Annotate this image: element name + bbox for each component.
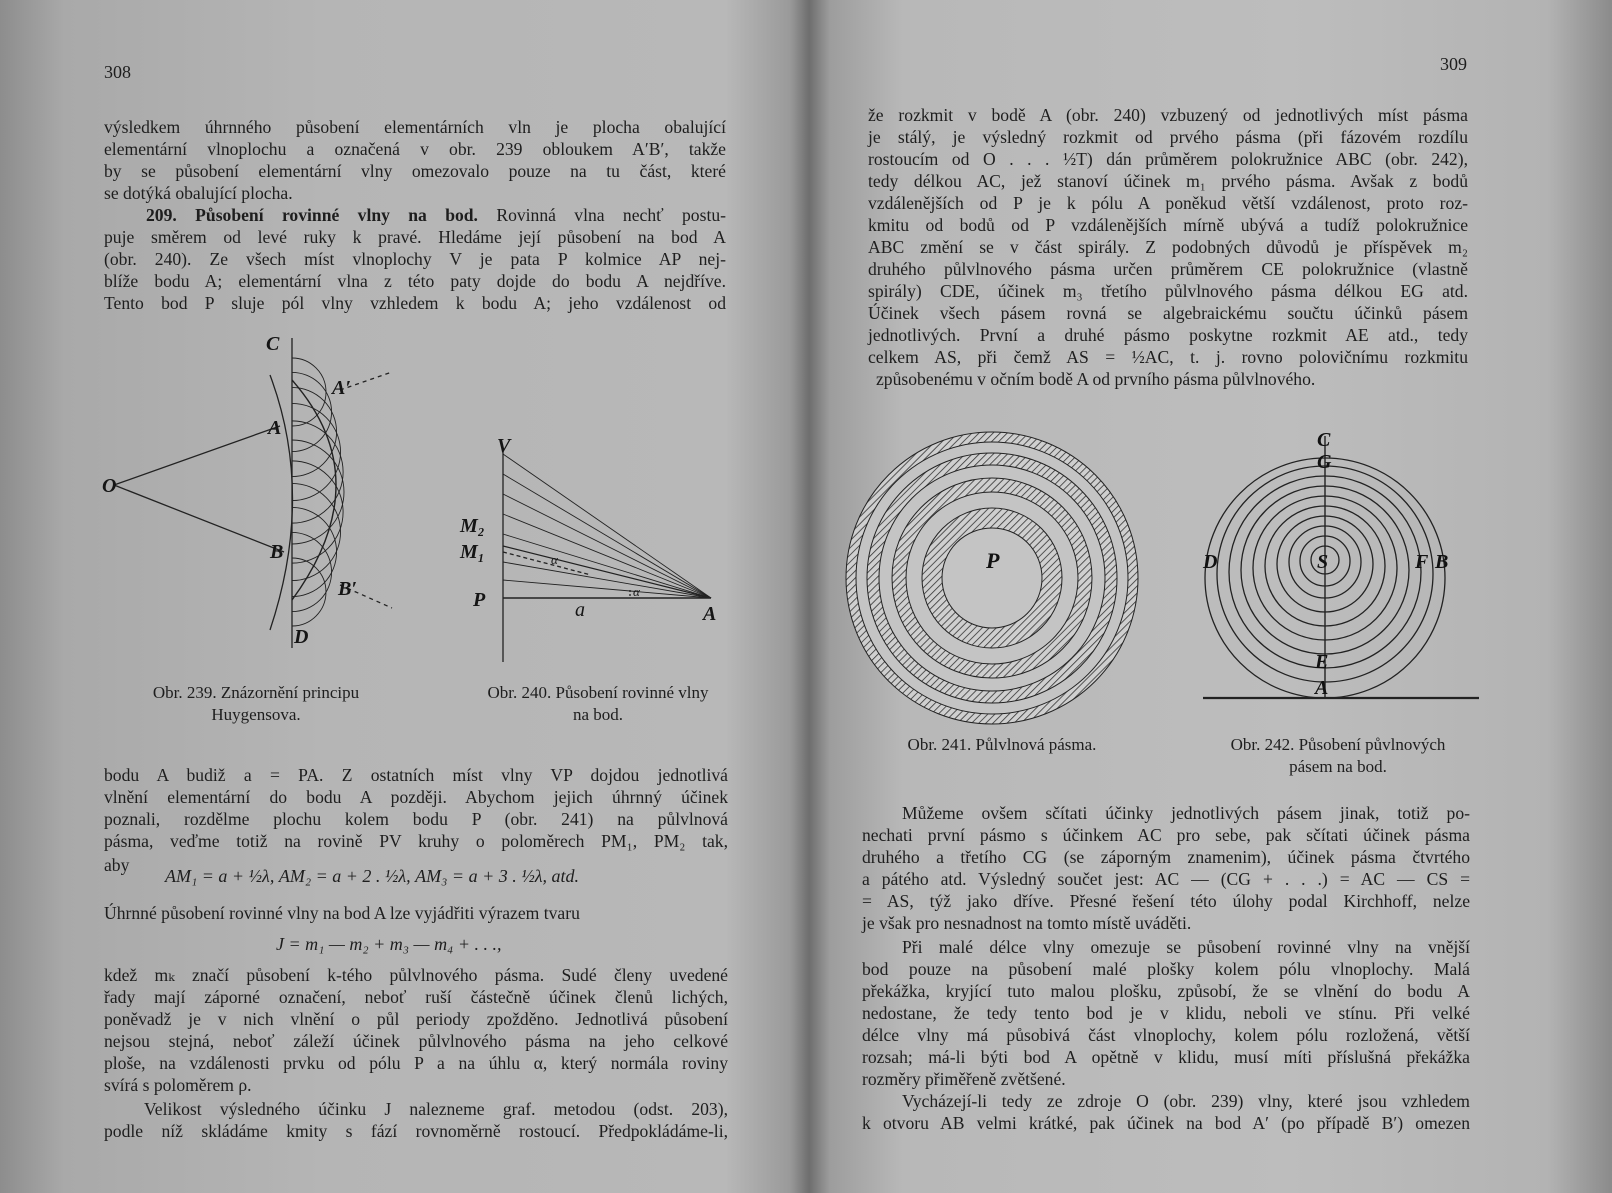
text-line: vlnění elementární do bodu A později. Abychom jejich úhrnný účinek: [104, 787, 728, 807]
text-line: Úhrnné působení rovinné vlny na bod A lze vyjádřiti výrazem tvaru: [104, 903, 580, 923]
ray-line: [503, 514, 711, 598]
text-line: Vycházejí-li tedy ze zdroje O (obr. 239) vlny, které jsou vzhledem: [902, 1091, 1470, 1111]
label-B: B: [270, 541, 284, 563]
caption-line: pásem na bod.: [1289, 757, 1387, 776]
text-line: = AS, týž jako dříve. Přesné řešení této úlohy podal Kirchhoff, nelze: [862, 891, 1470, 911]
label-P: P: [986, 548, 1000, 573]
section-heading-line: [104, 204, 726, 226]
text-line: se dotýká obalující plocha.: [104, 183, 293, 203]
text-line: podle níž skládáme kmity s fází rovnoměrně rostoucí. Předpokládáme-li,: [104, 1121, 728, 1141]
paragraph: [862, 936, 1470, 1090]
text-line: kdež mₖ značí působení k-tého půlvlnového pásma. Sudé členy uvedené: [104, 965, 728, 985]
paragraph: [104, 116, 726, 204]
text-line: způsobenému v očním bodě A od prvního pásma půlvlnového.: [876, 369, 1316, 389]
word-aby: aby: [104, 855, 130, 875]
caption-line: Huygensova.: [211, 705, 301, 724]
left-page: [0, 0, 800, 1193]
section-209: [104, 204, 726, 314]
dashed-M1: [503, 552, 591, 575]
text-line: blíže bodu A; elementární vlna z této paty dojde do bodu A nejdříve.: [104, 271, 726, 291]
text-line: spirály) CDE, účinek m₃ třetího půlvlnového pásma délkou EG atd.: [868, 281, 1468, 301]
text-line: (obr. 240). Ze všech míst vlnoplochy V je pata P kolmice AP nej-: [104, 249, 726, 269]
text-line: je však pro nesnadnost na tomto místě uváděti.: [862, 913, 1192, 933]
equation-AM: AM₁ = a + ½λ, AM₂ = a + 2 . ½λ, AM₃ = a + 3 . ½λ, atd.: [165, 866, 580, 886]
text-line: puje směrem od levé ruky k pravé. Hledáme její působení na bod A: [104, 227, 726, 247]
text-line: bodu A budiž a = PA. Z ostatních míst vlny VP dojdou jednotlivá: [104, 765, 728, 785]
paragraph: [862, 1090, 1470, 1134]
caption-fig-241: Obr. 241. Půlvlnová pásma.: [907, 735, 1097, 754]
caption-fig-240: [448, 682, 748, 726]
label-C: C: [1317, 429, 1331, 451]
label-E: E: [1315, 651, 1329, 673]
text-line: nedostane, že tedy tento bod je v klidu, neboli ve stínu. Při velké: [862, 1003, 1470, 1023]
label-M2: M₂: [460, 515, 485, 537]
label-B-prime: B′: [338, 578, 357, 600]
paragraph: [104, 1098, 728, 1142]
page-number: 308: [104, 62, 131, 82]
text-line: výsledkem úhrnného působení elementárních vln je plocha obalující: [104, 117, 726, 137]
caption-fig-242: [1188, 734, 1488, 778]
label-S: S: [1317, 551, 1329, 573]
text-line: řady mají záporné označení, neboť ruší částečně účinek členů lichých,: [104, 987, 728, 1007]
text-line: překážka, kryjící tuto malou plošku, způsobí, že se vlnění do bodu A: [862, 981, 1470, 1001]
text-line: by se působení elementární vlny omezovalo pouze na tu část, které: [104, 161, 726, 181]
paragraph: [104, 902, 728, 924]
text-line: Velikost výsledného účinku J nalezneme graf. metodou (odst. 203),: [144, 1099, 728, 1119]
page-number: 309: [1440, 54, 1467, 74]
label-A-prime: A′: [332, 377, 351, 399]
text-line: druhého půlvlnového pásma určen průměrem CE polokružnice (vlastně: [868, 259, 1468, 279]
section-number: 209.: [146, 205, 177, 225]
text-line: celkem AS, při čemž AS = ½AC, t. j. rovno polovičnímu rozkmitu: [868, 347, 1468, 367]
section-title: Působení rovinné vlny na bod.: [195, 205, 478, 225]
caption-line: Obr. 239. Znázornění principu: [152, 683, 360, 702]
caption-line: Obr. 240. Působení rovinné vlny: [487, 683, 709, 702]
figure-239-huygens: [100, 330, 430, 670]
ray-line: [503, 562, 711, 598]
zone-ring: [942, 528, 1042, 628]
paragraph: [104, 764, 728, 852]
text-line: vzdálenějších od P je k pólu A poněkud větší vzdálenost, proto roz-: [868, 193, 1468, 213]
right-page: [812, 0, 1612, 1193]
text-line: délce vlny má působivá část vlnoplochy, kolem pólu rozložená, větší: [862, 1025, 1470, 1045]
wavelet-arc: [292, 403, 341, 500]
text-line: rozsah; má-li býti bod A opětně v klidu, musí míti příslušná překážka: [862, 1047, 1470, 1067]
paragraph: [868, 104, 1468, 390]
halfwave-zones: [846, 432, 1138, 724]
text-line: je stálý, je výsledný rozkmit od prvého pásma (při fázovém rozdílu: [868, 127, 1468, 147]
label-D: D: [1203, 551, 1218, 573]
wavelet-arc: [292, 483, 341, 580]
text-line: pásma, veďme totiž na rovině PV kruhy o poloměrech PM₁, PM₂ tak,: [104, 831, 728, 851]
text-line: Můžeme ovšem sčítati účinky jednotlivých pásem jinak, totiž po-: [902, 803, 1470, 823]
text-line: k otvoru AB velmi krátké, pak účinek na bod A′ (po případě B′) omezen: [862, 1113, 1470, 1133]
paragraph: [104, 964, 728, 1096]
text-line: poněvadž je v nich vlnění o půl periody zpožděno. Jednotlivá působení: [104, 1009, 728, 1029]
caption-line: Obr. 242. Působení půvlnových: [1230, 735, 1446, 754]
label-V: V: [497, 435, 511, 457]
ray-line: [503, 454, 711, 598]
figure-240-plane-wave: [455, 430, 745, 670]
ray-lower: [114, 485, 284, 552]
envelope-arc: [292, 380, 336, 600]
figure-241-zones: [842, 428, 1162, 728]
text-line: a pátého atd. Výsledný součet jest: AC — (CG + . . .) = AC — CS =: [862, 869, 1470, 889]
text-line: svírá s poloměrem ρ.: [104, 1075, 252, 1095]
text-line: bod pouze na působení malé plošky kolem pólu vlnoplochy. Malá: [862, 959, 1470, 979]
label-alpha-2: α: [633, 584, 640, 599]
text-line: nejsou stejná, neboť záleží účinek půlvlnového pásma na jeho celkové: [104, 1031, 728, 1051]
text-fragment: Rovinná vlna nechť postu-: [496, 205, 726, 225]
label-M1: M₁: [460, 541, 485, 563]
label-A: A: [703, 603, 717, 625]
line-M2A: [503, 546, 711, 598]
text-line: Při malé délce vlny omezuje se působení rovinné vlny na vnější: [902, 937, 1470, 957]
label-A: A: [268, 417, 282, 439]
text-line: ploše, na vzdálenosti prvku od pólu P a na úhlu α, který normála roviny: [104, 1053, 728, 1073]
text-line: rostoucím od O . . . ½T) dán průměrem polokružnice ABC (obr. 242),: [868, 149, 1468, 169]
caption-line: na bod.: [572, 705, 624, 724]
text-line: Účinek všech pásem rovná se algebraickému součtu účinků pásem: [868, 303, 1468, 323]
wavefront-arc: [270, 375, 293, 630]
caption-fig-239: [116, 682, 396, 726]
text-line: poznali, rozdělme plochu kolem bodu P (obr. 241) na půlvlnová: [104, 809, 728, 829]
text-line: Tento bod P sluje pól vlny vzhledem k bodu A; jeho vzdálenost od: [104, 293, 726, 313]
text-line: tedy délkou AC, jež stanoví účinek m₁ prvého pásma. Avšak z bodů: [868, 171, 1468, 191]
ray-line: [503, 474, 711, 598]
label-B: B: [1435, 551, 1449, 573]
equation-J: J = m₁ — m₂ + m₃ — m₄ + . . .,: [276, 934, 502, 954]
text-line: nechati první pásmo s účinkem AC pro sebe, pak sčítati účinek pásma: [862, 825, 1470, 845]
text-line: kmitu od bodů od P vzdálenějších mírně ubývá a tudíž polokružnice: [868, 215, 1468, 235]
text-line: druhého a třetího CG (se záporným znamenim), účinek pásma čtvrtého: [862, 847, 1470, 867]
label-O: O: [102, 475, 117, 497]
label-G: G: [1317, 451, 1332, 473]
ray-upper: [114, 426, 280, 485]
text-line: elementární vlnoplochu a označená v obr. 239 obloukem A′B′, takže: [104, 139, 726, 159]
label-a: a: [575, 599, 585, 621]
text-line: jednotlivých. První a druhé pásmo poskytne rozkmit AE atd., tedy: [868, 325, 1468, 345]
paragraph: [862, 802, 1470, 934]
label-A: A: [1315, 677, 1329, 699]
label-alpha-1: α: [551, 552, 558, 567]
figure-242-spiral: [1197, 428, 1497, 728]
label-D: D: [294, 626, 309, 648]
wavelet-arc: [292, 358, 326, 426]
label-C: C: [266, 333, 280, 355]
label-P: P: [473, 589, 486, 611]
ray-line: [503, 534, 711, 598]
ray-fan: [503, 454, 711, 598]
text-line: rozměry přiměřeně zvětšené.: [862, 1069, 1066, 1089]
text-line: ABC změní se v část spirály. Z podobných důvodů je příspěvek m₂: [868, 237, 1468, 257]
label-F: F: [1415, 551, 1429, 573]
text-line: že rozkmit v bodě A (obr. 240) vzbuzený od jednotlivých míst pásma: [868, 105, 1468, 125]
